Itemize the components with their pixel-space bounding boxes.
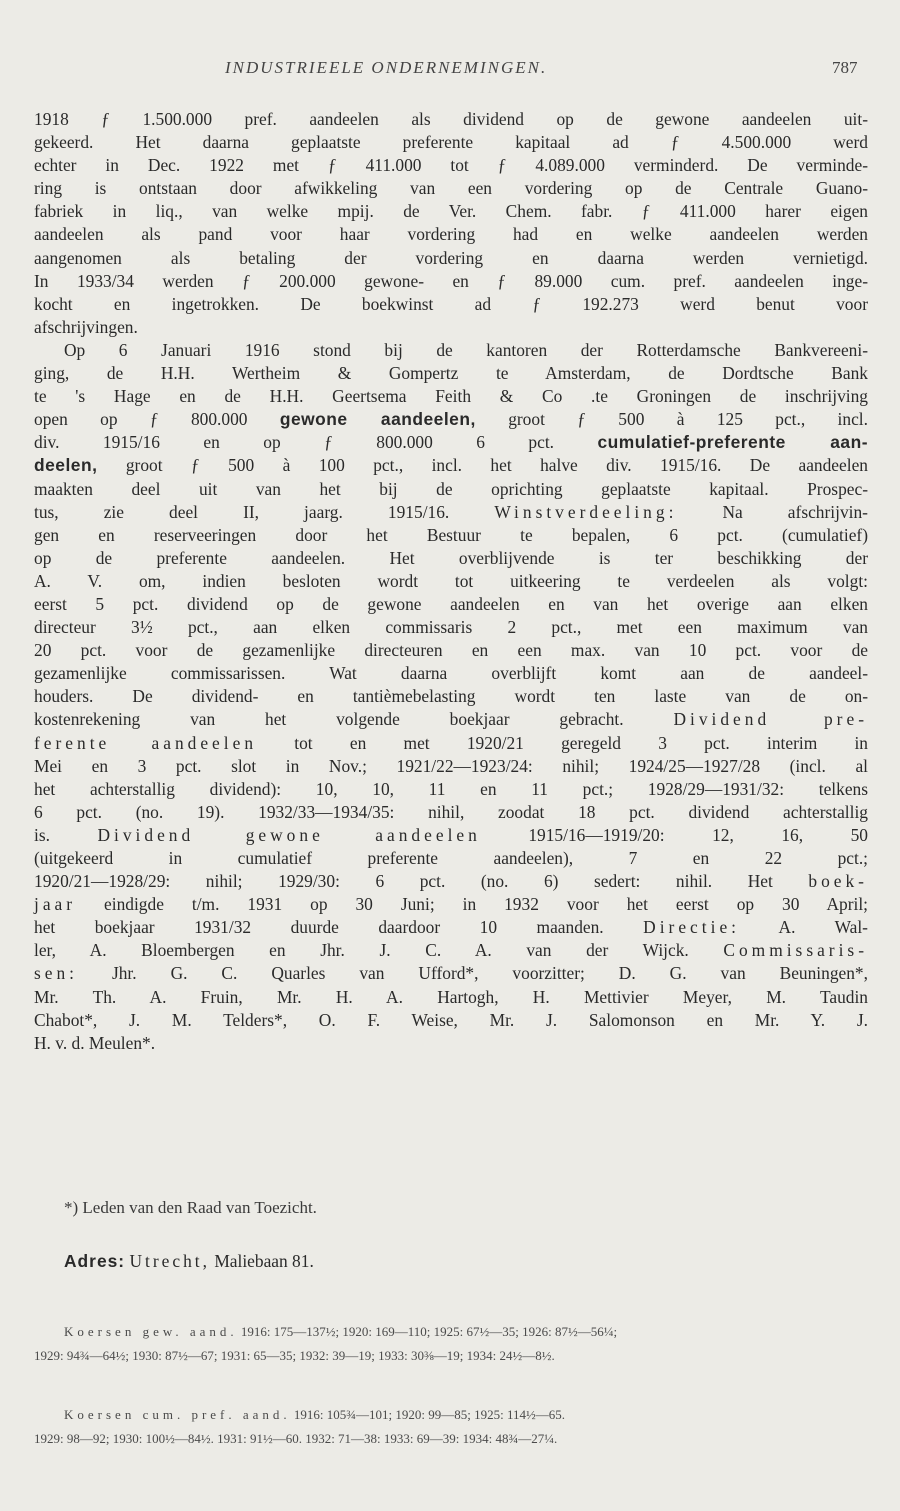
text-run: eindigde t/m. 1931 op 30 Juni; in 1932 voor het eerst op 30 April;	[104, 894, 868, 915]
text-run: aangenomen als betaling der vordering en daarna werden vernietigd.	[34, 247, 868, 268]
text-line	[34, 316, 868, 339]
text-run: ging, de H.H. Wertheim & Gompertz te Amsterdam, de Dordtsche Bank	[34, 363, 868, 384]
text-line	[34, 454, 868, 477]
text-run: Mr. Th. A. Fruin, Mr. H. A. Hartogh, H. Mettivier Meyer, M. Taudin	[34, 986, 868, 1007]
text-run: afschrijvingen.	[34, 316, 138, 337]
text-line	[34, 177, 868, 200]
quotes-pref	[34, 1403, 870, 1451]
text-run: ler, A. Bloembergen en Jhr. J. C. A. van der Wijck.	[34, 940, 689, 961]
text-line	[34, 962, 868, 985]
text-line	[34, 639, 868, 662]
text-run: fabriek in liq., van welke mpij. de Ver. Chem. fabr. ƒ 411.000 harer eigen	[34, 201, 868, 222]
text-line	[34, 223, 868, 246]
spaced-term-boekjaar-a: boek-	[808, 871, 868, 892]
text-line	[34, 778, 868, 801]
spaced-term-dividend-pref: Dividend pre-	[673, 709, 868, 730]
text-line	[34, 616, 868, 639]
text-line	[34, 339, 868, 362]
text-line	[34, 431, 868, 454]
text-run: In 1933/34 werden ƒ 200.000 gewone- en ƒ 89.000 cum. pref. aandeelen inge-	[34, 270, 868, 291]
quotes-line	[34, 1427, 870, 1451]
text-run: te 's Hage en de H.H. Geertsema Feith & Co .te Groningen de inschrijving	[34, 386, 868, 407]
address-label: Adres:	[64, 1251, 126, 1271]
text-run: open op ƒ 800.000	[34, 409, 248, 430]
text-run: tot en met 1920/21 geregeld 3 pct. interim in	[294, 732, 868, 753]
text-line	[34, 685, 868, 708]
text-run: het boekjaar 1931/32 duurde daardoor 10 maanden.	[34, 917, 604, 938]
bold-term-cumulatief: cumulatief-preferente aan-	[597, 432, 868, 453]
text-run: kocht en ingetrokken. De boekwinst ad ƒ 192.273 werd benut voor	[34, 293, 868, 314]
text-line	[34, 986, 868, 1009]
text-run: Na afschrijvin-	[722, 501, 868, 522]
text-run: A. V. om, indien besloten wordt tot uitkeering te verdeelen als volgt:	[34, 570, 868, 591]
text-run: gekeerd. Het daarna geplaatste preferente kapitaal ad ƒ 4.500.000 werd	[34, 132, 868, 153]
text-run: kostenrekening van het volgende boekjaar gebracht.	[34, 709, 624, 730]
text-run: echter in Dec. 1922 met ƒ 411.000 tot ƒ 4.089.000 verminderd. De verminde-	[34, 155, 868, 176]
spaced-term-commissarissen-b: sen:	[34, 963, 79, 984]
footnote: *) Leden van den Raad van Toezicht.	[64, 1198, 317, 1217]
text-run: maakten deel uit van het bij de oprichting geplaatste kapitaal. Prospec-	[34, 478, 868, 499]
text-line	[34, 824, 868, 847]
text-line	[34, 108, 868, 131]
text-run: (uitgekeerd in cumulatief preferente aandeelen), 7 en 22 pct.;	[34, 848, 868, 868]
text-line	[34, 478, 868, 501]
text-line	[34, 131, 868, 154]
text-line	[34, 870, 868, 893]
quotes-label: Koersen gew. aand.	[64, 1324, 238, 1339]
text-run: Chabot*, J. M. Telders*, O. F. Weise, Mr. J. Salomonson en Mr. Y. J.	[34, 1009, 868, 1030]
address	[64, 1251, 314, 1272]
text-line	[34, 200, 868, 223]
spaced-term-directie: Directie:	[643, 917, 740, 938]
text-line	[34, 501, 868, 524]
spaced-term-boekjaar-b: jaar	[34, 894, 77, 915]
quotes-line	[34, 1403, 870, 1427]
text-line	[34, 1009, 868, 1032]
address-street: Maliebaan 81.	[214, 1251, 314, 1271]
text-run: 1916: 175—137½; 1920: 169—110; 1925: 67½—35; 1926: 87½—56¼;	[240, 1324, 618, 1339]
text-line	[34, 408, 868, 431]
spaced-term-commissarissen-a: Commissaris-	[723, 940, 868, 961]
text-run: het achterstallig dividend): 10, 10, 11 en 11 pct.; 1928/29—1931/32: telkens	[34, 778, 868, 799]
text-line	[34, 247, 868, 270]
text-run: div. 1915/16 en op ƒ 800.000 6 pct.	[34, 432, 554, 453]
bold-term-gewone: gewone aandeelen,	[279, 409, 476, 430]
quotes-line	[34, 1320, 870, 1344]
text-run: H. v. d. Meulen*.	[34, 1032, 156, 1053]
text-run: 1918 ƒ 1.500.000 pref. aandeelen als dividend op de gewone aandeelen uit-	[34, 109, 868, 129]
text-run: 20 pct. voor de gezamenlijke directeuren en een max. van 10 pct. voor de	[34, 640, 868, 661]
text-run: op de preferente aandeelen. Het overblijvende is ter beschikking der	[34, 547, 868, 568]
text-line	[34, 755, 868, 778]
text-run: groot ƒ 500 à 100 pct., incl. het halve div. 1915/16. De aandeelen	[125, 455, 868, 476]
text-line	[34, 293, 868, 316]
text-line	[34, 939, 868, 962]
text-run: houders. De dividend- en tantièmebelasting wordt ten laste van de on-	[34, 686, 868, 707]
spaced-term-dividend-gewone: Dividend gewone aandeelen	[97, 824, 481, 845]
text-line	[34, 1032, 868, 1055]
running-head: INDUSTRIEELE ONDERNEMINGEN.	[225, 58, 548, 77]
text-line	[34, 708, 868, 731]
text-line	[34, 801, 868, 824]
text-run: 1915/16—1919/20: 12, 16, 50	[528, 824, 868, 845]
text-line	[34, 570, 868, 593]
text-run: groot ƒ 500 à 125 pct., incl.	[508, 409, 868, 430]
page-number: 787	[832, 58, 858, 77]
spaced-term-preferente-aandeelen: ferente aandeelen	[34, 732, 258, 753]
text-run: gen en reserveeringen door het Bestuur te bepalen, 6 pct. (cumulatief)	[34, 524, 868, 545]
text-run: Jhr. G. C. Quarles van Ufford*, voorzitter; D. G. van Beuningen*,	[111, 963, 868, 984]
body-text	[34, 108, 868, 1055]
text-run: gezamenlijke commissarissen. Wat daarna overblijft komt aan de aandeel-	[34, 663, 868, 684]
text-run: is.	[34, 824, 50, 845]
text-line	[34, 385, 868, 408]
text-run: Op 6 Januari 1916 stond bij de kantoren der Rotterdamsche Bankvereeni-	[64, 339, 868, 360]
text-run: A. Wal-	[778, 917, 868, 938]
spaced-term-winstverdeeling: Winstverdeeling:	[494, 501, 678, 522]
text-run: 1920/21—1928/29: nihil; 1929/30: 6 pct. (no. 6) sedert: nihil. Het	[34, 871, 773, 892]
text-line	[34, 893, 868, 916]
text-run: ring is ontstaan door afwikkeling van een vordering op de Centrale Guano-	[34, 178, 868, 199]
text-line	[34, 154, 868, 177]
page-header	[0, 58, 900, 88]
text-run: 6 pct. (no. 19). 1932/33—1934/35: nihil, zoodat 18 pct. dividend achterstallig	[34, 801, 868, 822]
text-line	[34, 547, 868, 570]
quotes-line	[34, 1344, 870, 1368]
bold-term-deelen: deelen,	[34, 455, 98, 476]
quotes-label: Koersen cum. pref. aand.	[64, 1407, 291, 1422]
text-line	[34, 847, 868, 870]
text-run: 1929: 98—92; 1930: 100½—84½. 1931: 91½—60. 1932: 71—38: 1933: 69—39: 1934: 48¾—27¼.	[34, 1431, 558, 1446]
text-run: Mei en 3 pct. slot in Nov.; 1921/22—1923/24: nihil; 1924/25—1927/28 (incl. al	[34, 755, 868, 776]
text-line	[34, 524, 868, 547]
quotes-gewone	[34, 1320, 870, 1368]
text-run: tus, zie deel II, jaarg. 1915/16.	[34, 501, 450, 522]
text-line	[34, 662, 868, 685]
text-run: 1929: 94¾—64½; 1930: 87½—67; 1931: 65—35; 1932: 39—19; 1933: 30⅜—19; 1934: 24½—8½.	[34, 1348, 555, 1363]
text-line	[34, 732, 868, 755]
text-run: directeur 3½ pct., aan elken commissaris 2 pct., met een maximum van	[34, 617, 868, 638]
text-run: aandeelen als pand voor haar vordering had en welke aandeelen werden	[34, 224, 868, 245]
text-run: 1916: 105¾—101; 1920: 99—85; 1925: 114½—65.	[293, 1407, 565, 1422]
text-line	[34, 270, 868, 293]
text-line	[34, 593, 868, 616]
text-line	[34, 916, 868, 939]
address-city: Utrecht,	[129, 1251, 210, 1271]
text-run: eerst 5 pct. dividend op de gewone aandeelen en van het overige aan elken	[34, 593, 868, 614]
text-line	[34, 362, 868, 385]
